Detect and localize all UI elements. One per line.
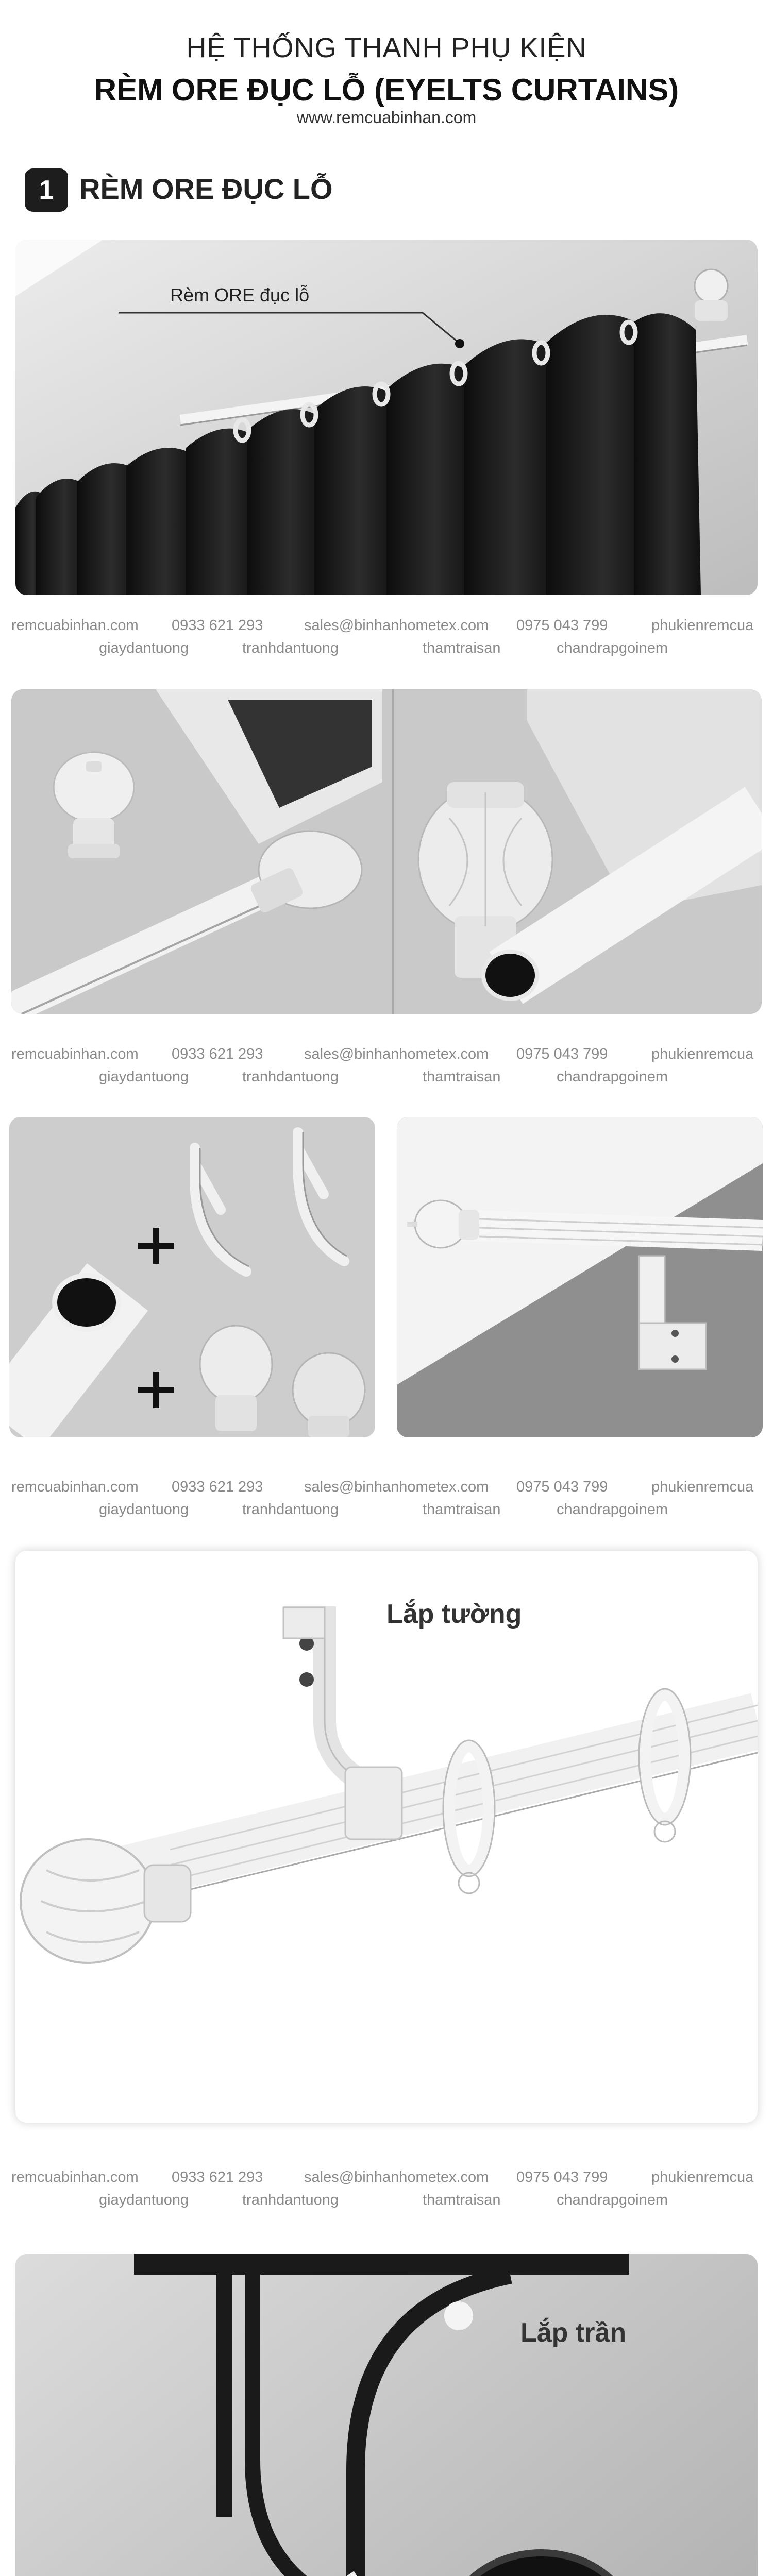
contact-tag-giaydan: giaydantuong — [99, 640, 189, 656]
contact-strip — [0, 2169, 773, 2215]
photo-eyelet-curtain — [15, 240, 758, 595]
contact-phone2[interactable]: 0975 043 799 — [516, 1046, 608, 1062]
contact-phone2[interactable]: 0975 043 799 — [516, 2169, 608, 2185]
contact-tag-tranhdan: tranhdantuong — [242, 1501, 339, 1518]
contact-tag-chandrap: chandrapgoinem — [557, 640, 668, 656]
contact-site[interactable]: remcuabinhan.com — [11, 2169, 139, 2185]
contact-strip — [0, 1479, 773, 1525]
contact-tag-tranhdan: tranhdantuong — [242, 1069, 339, 1085]
contact-email[interactable]: sales@binhanhometex.com — [304, 1046, 489, 1062]
contact-tag-tranhdan: tranhdantuong — [242, 2192, 339, 2208]
ceiling-mount-label: Lắp trần — [520, 2318, 627, 2348]
contact-tag-chandrap: chandrapgoinem — [557, 1069, 668, 1085]
contact-tag-thamtrai: thamtraisan — [423, 2192, 501, 2208]
contact-tag-giaydan: giaydantuong — [99, 1069, 189, 1085]
photo-components — [9, 1117, 375, 1437]
contact-site[interactable]: remcuabinhan.com — [11, 1479, 139, 1495]
contact-phone1[interactable]: 0933 621 293 — [172, 617, 263, 634]
header-website[interactable]: www.remcuabinhan.com — [296, 108, 477, 127]
contact-strip — [0, 1046, 773, 1092]
contact-tag-giaydan: giaydantuong — [99, 2192, 189, 2208]
photo-ceiling-mount — [15, 2254, 758, 2576]
contact-tag-thamtrai: thamtraisan — [423, 1501, 501, 1518]
contact-phone1[interactable]: 0933 621 293 — [172, 1479, 263, 1495]
section-title: RÈM ORE ĐỤC LỖ — [79, 173, 333, 205]
photo-wall-mount — [15, 1551, 758, 2123]
contact-tag-tranhdan: tranhdantuong — [242, 640, 339, 656]
photo-finials-rod — [11, 689, 762, 1014]
contact-email[interactable]: sales@binhanhometex.com — [304, 617, 489, 634]
contact-email[interactable]: sales@binhanhometex.com — [304, 2169, 489, 2185]
contact-tag-chandrap: chandrapgoinem — [557, 1501, 668, 1518]
contact-tag-chandrap: chandrapgoinem — [557, 2192, 668, 2208]
curtain-illustration — [15, 240, 758, 595]
header-title-line2: RÈM ORE ĐỤC LỖ (EYELTS CURTAINS) — [94, 73, 679, 107]
assembled-illustration — [397, 1117, 763, 1437]
curtain-callout-label: Rèm ORE đục lỗ — [170, 284, 310, 306]
contact-tag-thamtrai: thamtraisan — [423, 1069, 501, 1085]
wall-mount-label: Lắp tường — [386, 1599, 522, 1629]
components-illustration — [9, 1117, 375, 1437]
contact-phone1[interactable]: 0933 621 293 — [172, 1046, 263, 1062]
contact-tag-phukien: phukienremcua — [651, 2169, 754, 2185]
photo-assembled-rod — [397, 1117, 763, 1437]
contact-site[interactable]: remcuabinhan.com — [11, 1046, 139, 1062]
contact-site[interactable]: remcuabinhan.com — [11, 617, 139, 634]
contact-tag-phukien: phukienremcua — [651, 617, 754, 634]
contact-tag-phukien: phukienremcua — [651, 1479, 754, 1495]
finial-illustration — [11, 689, 762, 1014]
header-title-line1: HỆ THỐNG THANH PHỤ KIỆN — [186, 32, 587, 63]
contact-phone1[interactable]: 0933 621 293 — [172, 2169, 263, 2185]
contact-tag-phukien: phukienremcua — [651, 1046, 754, 1062]
contact-tag-giaydan: giaydantuong — [99, 1501, 189, 1518]
section-number-badge: 1 — [25, 168, 68, 212]
contact-email[interactable]: sales@binhanhometex.com — [304, 1479, 489, 1495]
contact-phone2[interactable]: 0975 043 799 — [516, 1479, 608, 1495]
contact-strip — [0, 617, 773, 664]
wall-mount-illustration — [15, 1551, 758, 2123]
contact-tag-thamtrai: thamtraisan — [423, 640, 501, 656]
ceiling-mount-illustration — [15, 2254, 758, 2576]
contact-phone2[interactable]: 0975 043 799 — [516, 617, 608, 634]
